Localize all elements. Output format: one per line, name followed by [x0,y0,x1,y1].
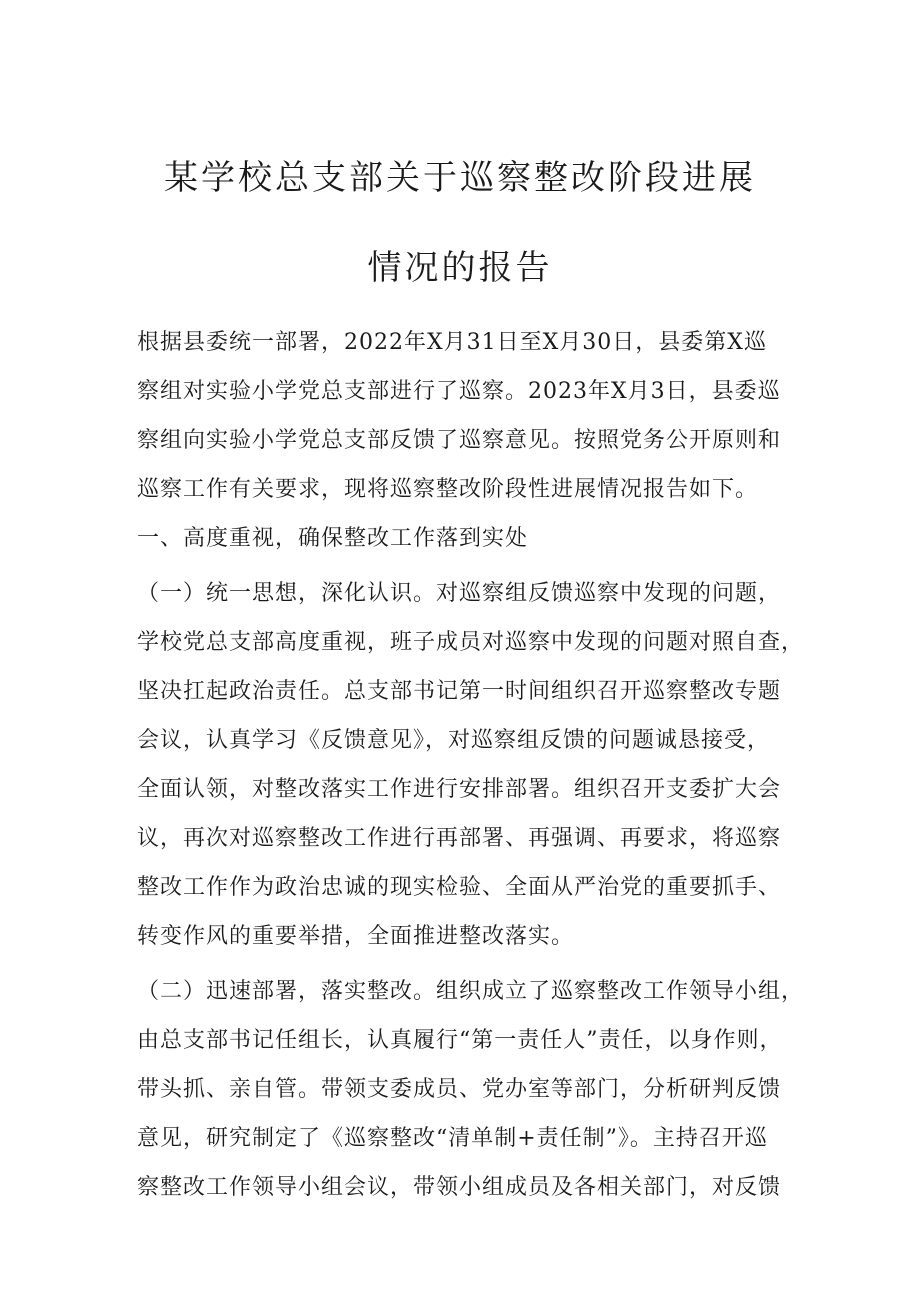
text-line: 察组向实验小学党总支部反馈了巡察意见。按照党务公开原则和 [137,428,782,453]
text-line: 全面认领，对整改落实工作进行安排部署。组织召开支委扩大会 [137,777,782,802]
text-line: 坚决扛起政治责任。总支部书记第一时间组织召开巡察整改专题 [137,679,782,704]
text-line: 学校党总支部高度重视，班子成员对巡察中发现的问题对照自查， [137,630,805,655]
text-line: 转变作风的重要举措，全面推进整改落实。 [137,924,575,949]
text-line: 察整改工作领导小组会议，带领小组成员及各相关部门，对反馈 [137,1175,782,1200]
document-body [137,318,805,1212]
text-line: 会议，认真学习《反馈意见》，对巡察组反馈的问题诚恳接受， [137,728,771,753]
text-line: 意见，研究制定了《巡察整改“清单制+责任制”》。主持召开巡 [137,1126,768,1151]
text-line: 整改工作作为政治忠诚的现实检验、全面从严治党的重要抓手、 [137,875,782,900]
paragraph-rapid-deployment [137,967,805,1212]
text-line: （一）统一思想，深化认识。对巡察组反馈巡察中发现的问题， [137,581,782,606]
text-line: （二）迅速部署，落实整改。组织成立了巡察整改工作领导小组， [137,979,805,1004]
document-title-line-1: 某学校总支部关于巡察整改阶段进展 [164,158,756,198]
paragraph-intro [137,318,797,514]
heading-line: 一、高度重视，确保整改工作落到实处 [137,526,529,551]
section-heading [137,514,797,563]
text-line: 由总支部书记任组长，认真履行“第一责任人”责任，以身作则， [137,1028,783,1053]
text-line: 察组对实验小学党总支部进行了巡察。2023年X月3日，县委巡 [137,379,781,404]
paragraph-unify-thinking [137,569,805,961]
document-title-line-2: 情况的报告 [367,248,553,288]
text-line: 根据县委统一部署，2022年X月31日至X月30日，县委第X巡 [137,330,767,355]
text-line: 议，再次对巡察整改工作进行再部署、再强调、再要求，将巡察 [137,826,782,851]
text-line: 巡察工作有关要求，现将巡察整改阶段性进展情况报告如下。 [137,477,759,502]
text-line: 带头抓、亲自管。带领支委成员、党办室等部门，分析研判反馈 [137,1077,782,1102]
